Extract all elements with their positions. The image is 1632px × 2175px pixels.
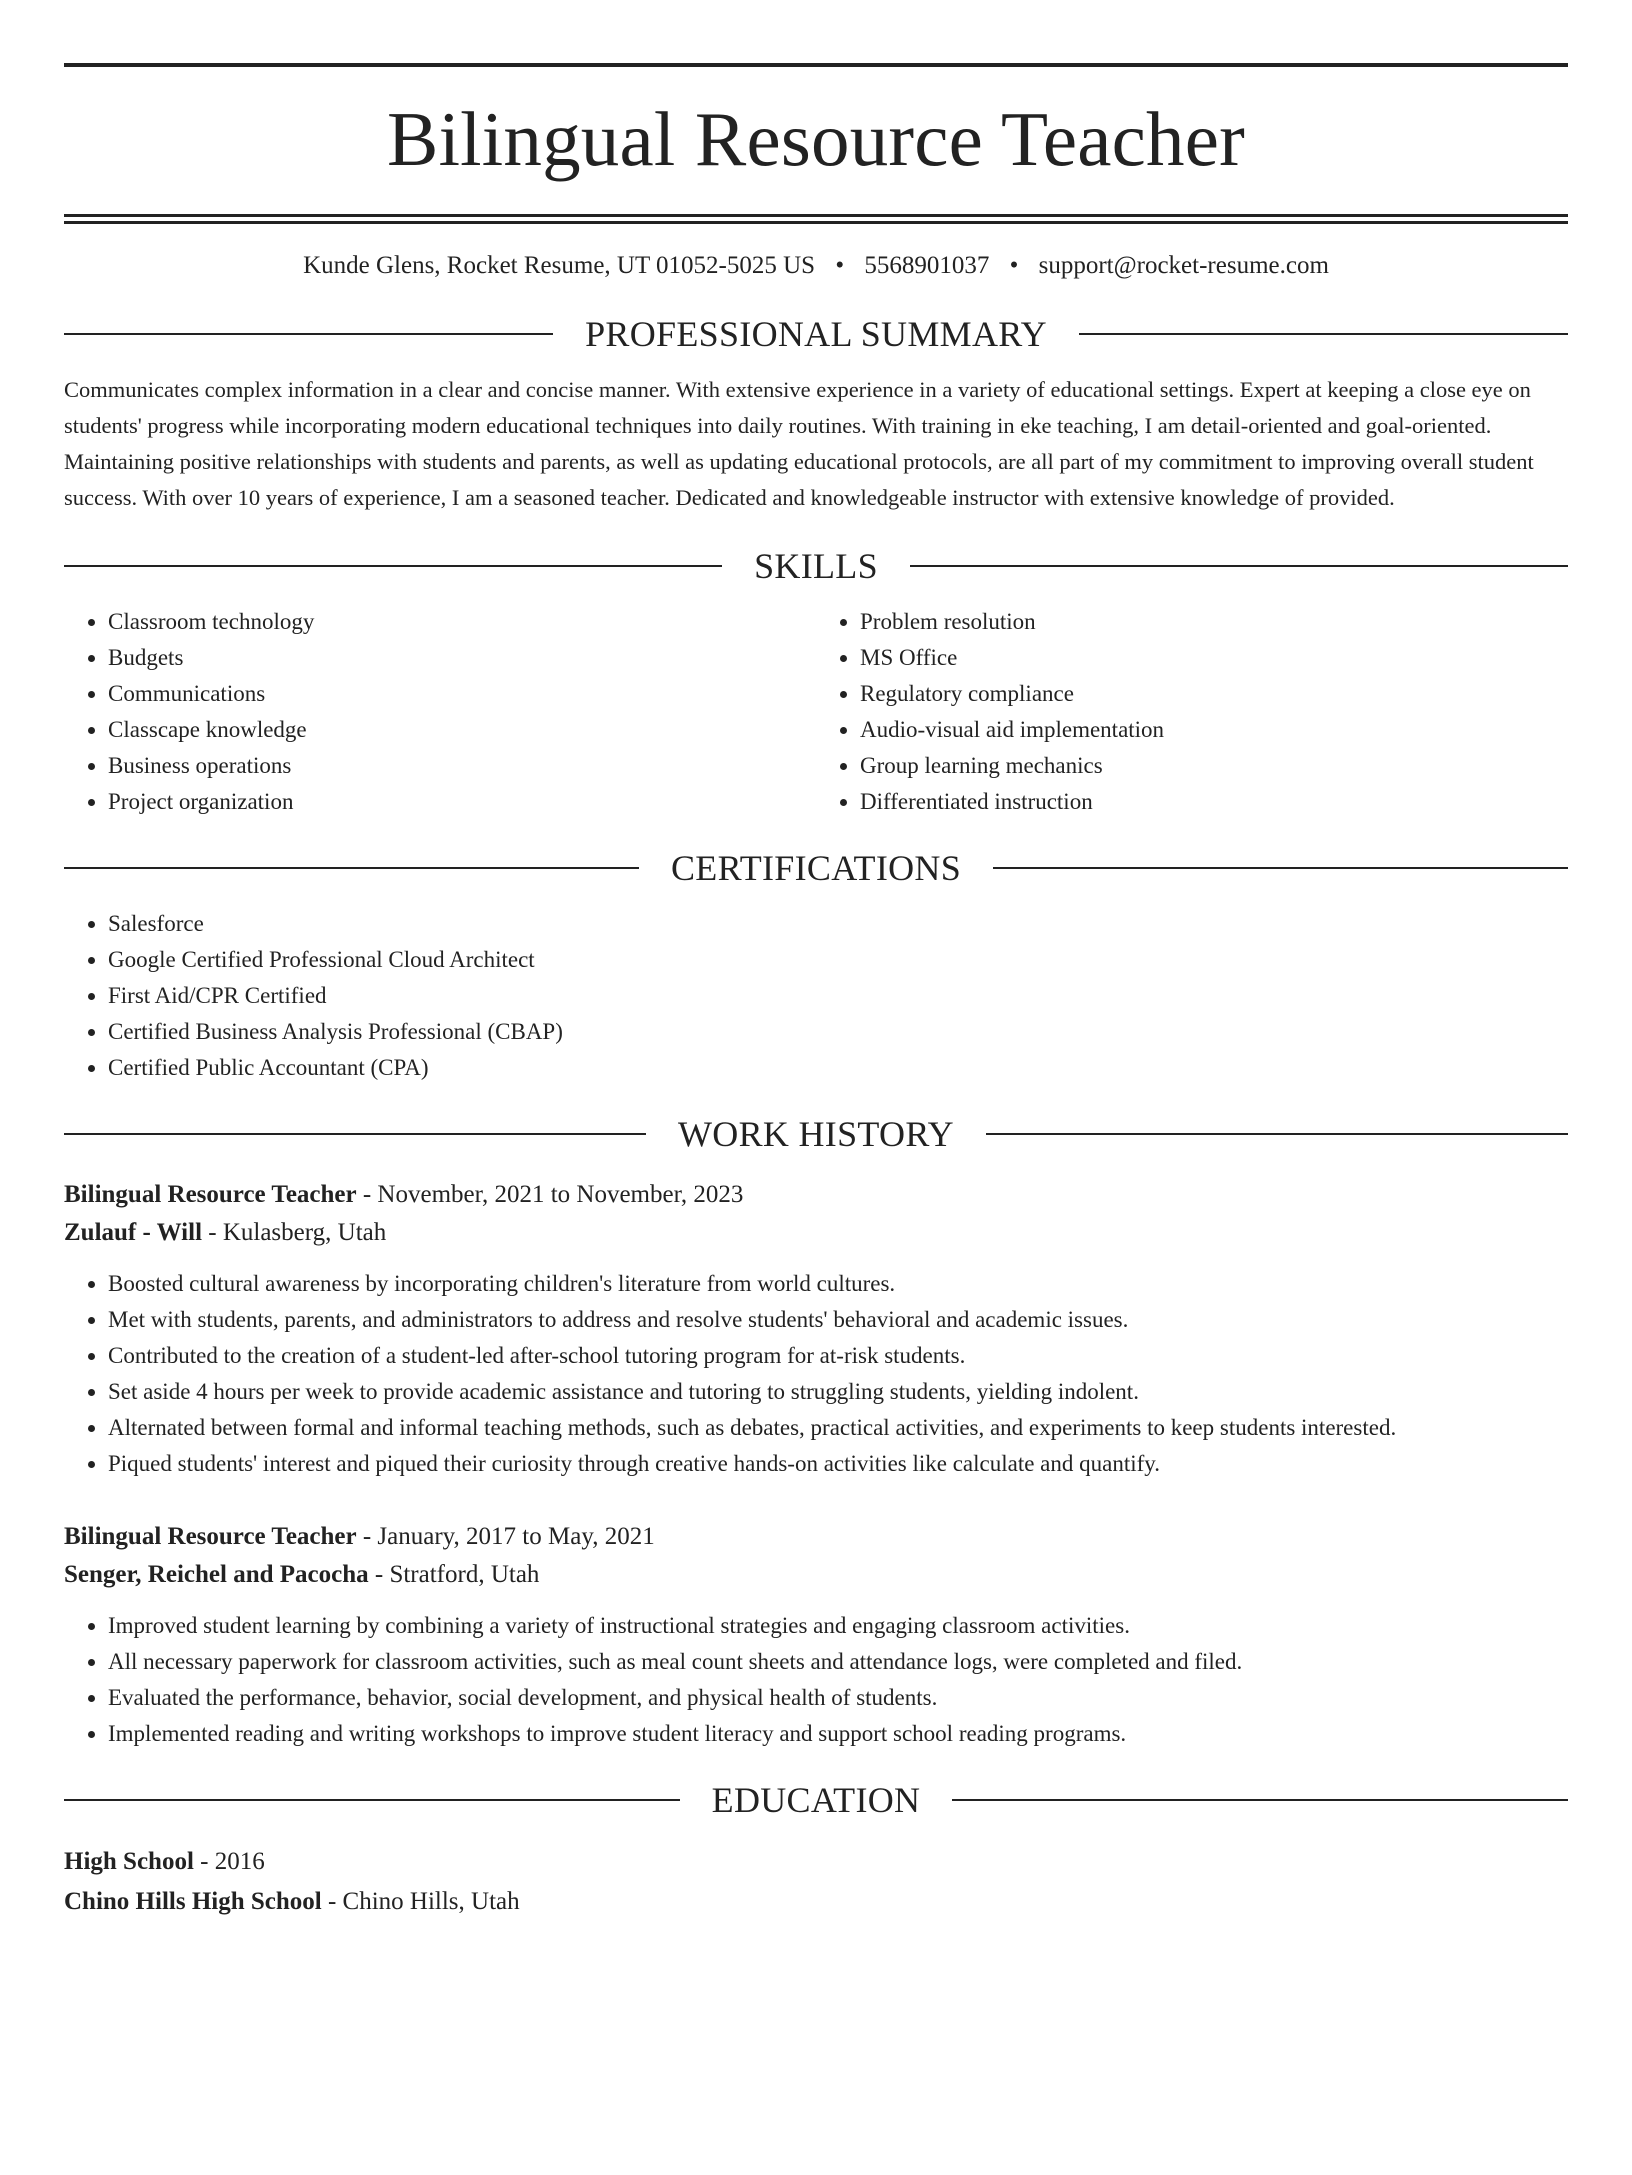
section-title: PROFESSIONAL SUMMARY [585, 314, 1047, 354]
job-bullet: • All necessary paperwork for classroom activities, such as meal count sheets and attendance logs, were completed and filed. [108, 1644, 1568, 1680]
skills-list [64, 604, 1568, 820]
job-company: Senger, Reichel and Pacocha [64, 1561, 369, 1588]
heading-rule [64, 333, 553, 335]
section-heading-work-history [64, 1116, 1568, 1152]
heading-rule [64, 867, 639, 869]
contact-email: support@rocket-resume.com [1038, 252, 1329, 279]
job-bullets [64, 1608, 1568, 1752]
job-dates: - January, 2017 to May, 2021 [356, 1523, 655, 1550]
section-title: WORK HISTORY [678, 1114, 954, 1154]
contact-line [64, 253, 1568, 278]
job-dates: - November, 2021 to November, 2023 [356, 1181, 744, 1208]
title-double-rule [64, 214, 1568, 224]
skill-item: • Problem resolution [860, 604, 1568, 640]
contact-separator: • [1009, 252, 1019, 279]
job-title-line [64, 1176, 1568, 1214]
skill-item: • Regulatory compliance [860, 676, 1568, 712]
job-bullet: • Boosted cultural awareness by incorporating children's literature from world cultures. [108, 1266, 1568, 1302]
certification-item: • Certified Business Analysis Professional (CBAP) [108, 1014, 1568, 1050]
heading-rule [993, 867, 1568, 869]
contact-separator: • [835, 252, 845, 279]
job-company-line [64, 1214, 1568, 1252]
section-heading-summary [64, 316, 1568, 352]
section-title: CERTIFICATIONS [670, 848, 962, 888]
resume-title: Bilingual Resource Teacher [387, 96, 1245, 182]
skill-item: • MS Office [860, 640, 1568, 676]
job-bullets [64, 1266, 1568, 1482]
skills-column-right [816, 604, 1568, 820]
heading-rule [910, 565, 1568, 567]
certification-item: • Salesforce [108, 906, 1568, 942]
job-title-line [64, 1518, 1568, 1556]
job-location: - Kulasberg, Utah [202, 1219, 387, 1246]
education-entry [64, 1842, 1568, 1922]
job-bullet: • Piqued students' interest and piqued their curiosity through creative hands-on activities like calculate and quantify. [108, 1446, 1568, 1482]
job-bullet: • Evaluated the performance, behavior, social development, and physical health of students. [108, 1680, 1568, 1716]
education-degree: High School [64, 1848, 194, 1875]
education-degree-line [64, 1842, 1568, 1882]
section-heading-skills [64, 548, 1568, 584]
top-rule [64, 63, 1568, 67]
skill-item: • Budgets [108, 640, 816, 676]
skill-item: • Differentiated instruction [860, 784, 1568, 820]
summary-text: Communicates complex information in a clear and concise manner. With extensive experience in a variety of educational settings. Expert at keeping a close eye on students' progress while incorporating modern educational techniques into daily routines. With training in eke teaching, I am detail-oriented and goal-oriented. Maintaining positive relationships with students and parents, as well as updating educational protocols, are all part of my commitment to improving overall student success. With over 10 years of experience, I am a seasoned teacher. Dedicated and knowledgeable instructor with extensive knowledge of provided. [64, 377, 1534, 510]
job-bullet: • Contributed to the creation of a student-led after-school tutoring program for at-risk students. [108, 1338, 1568, 1374]
skill-item: • Classroom technology [108, 604, 816, 640]
heading-rule [64, 1133, 646, 1135]
job-title: Bilingual Resource Teacher [64, 1523, 357, 1550]
skill-item: • Group learning mechanics [860, 748, 1568, 784]
heading-rule [952, 1799, 1568, 1801]
certification-item: • First Aid/CPR Certified [108, 978, 1568, 1014]
job-bullet: • Set aside 4 hours per week to provide academic assistance and tutoring to struggling students, yielding indolent. [108, 1374, 1568, 1410]
job-company: Zulauf - Will [64, 1219, 203, 1246]
skill-item: • Project organization [108, 784, 816, 820]
heading-rule [1079, 333, 1568, 335]
education-school: Chino Hills High School [64, 1888, 322, 1915]
heading-rule [986, 1133, 1568, 1135]
skills-column-left [64, 604, 816, 820]
contact-address: Kunde Glens, Rocket Resume, UT 01052-5025 US [303, 252, 816, 279]
job-bullet: • Implemented reading and writing workshops to improve student literacy and support school reading programs. [108, 1716, 1568, 1752]
resume-page [0, 63, 1632, 2175]
job-title: Bilingual Resource Teacher [64, 1181, 357, 1208]
skill-item: • Business operations [108, 748, 816, 784]
skill-item: • Communications [108, 676, 816, 712]
certifications-list [64, 906, 1568, 1086]
section-title: EDUCATION [711, 1780, 921, 1820]
certification-item: • Google Certified Professional Cloud Architect [108, 942, 1568, 978]
heading-rule [64, 565, 722, 567]
skill-item: • Audio-visual aid implementation [860, 712, 1568, 748]
job-location: - Stratford, Utah [368, 1561, 540, 1588]
contact-phone: 5568901037 [864, 252, 990, 279]
work-entry [64, 1518, 1568, 1752]
job-bullet: • Met with students, parents, and administrators to address and resolve students' behavioral and academic issues. [108, 1302, 1568, 1338]
skill-item: • Classcape knowledge [108, 712, 816, 748]
education-location: - Chino Hills, Utah [321, 1888, 520, 1915]
certification-item: • Certified Public Accountant (CPA) [108, 1050, 1568, 1086]
job-bullet: • Improved student learning by combining a variety of instructional strategies and engaging classroom activities. [108, 1608, 1568, 1644]
section-heading-certifications [64, 850, 1568, 886]
section-heading-education [64, 1782, 1568, 1818]
work-entry [64, 1176, 1568, 1482]
section-title: SKILLS [754, 546, 878, 586]
job-company-line [64, 1556, 1568, 1594]
education-year: - 2016 [193, 1848, 265, 1875]
job-bullet: • Alternated between formal and informal teaching methods, such as debates, practical activities, and experiments to keep students interested. [108, 1410, 1568, 1446]
education-school-line [64, 1882, 1568, 1922]
heading-rule [64, 1799, 680, 1801]
